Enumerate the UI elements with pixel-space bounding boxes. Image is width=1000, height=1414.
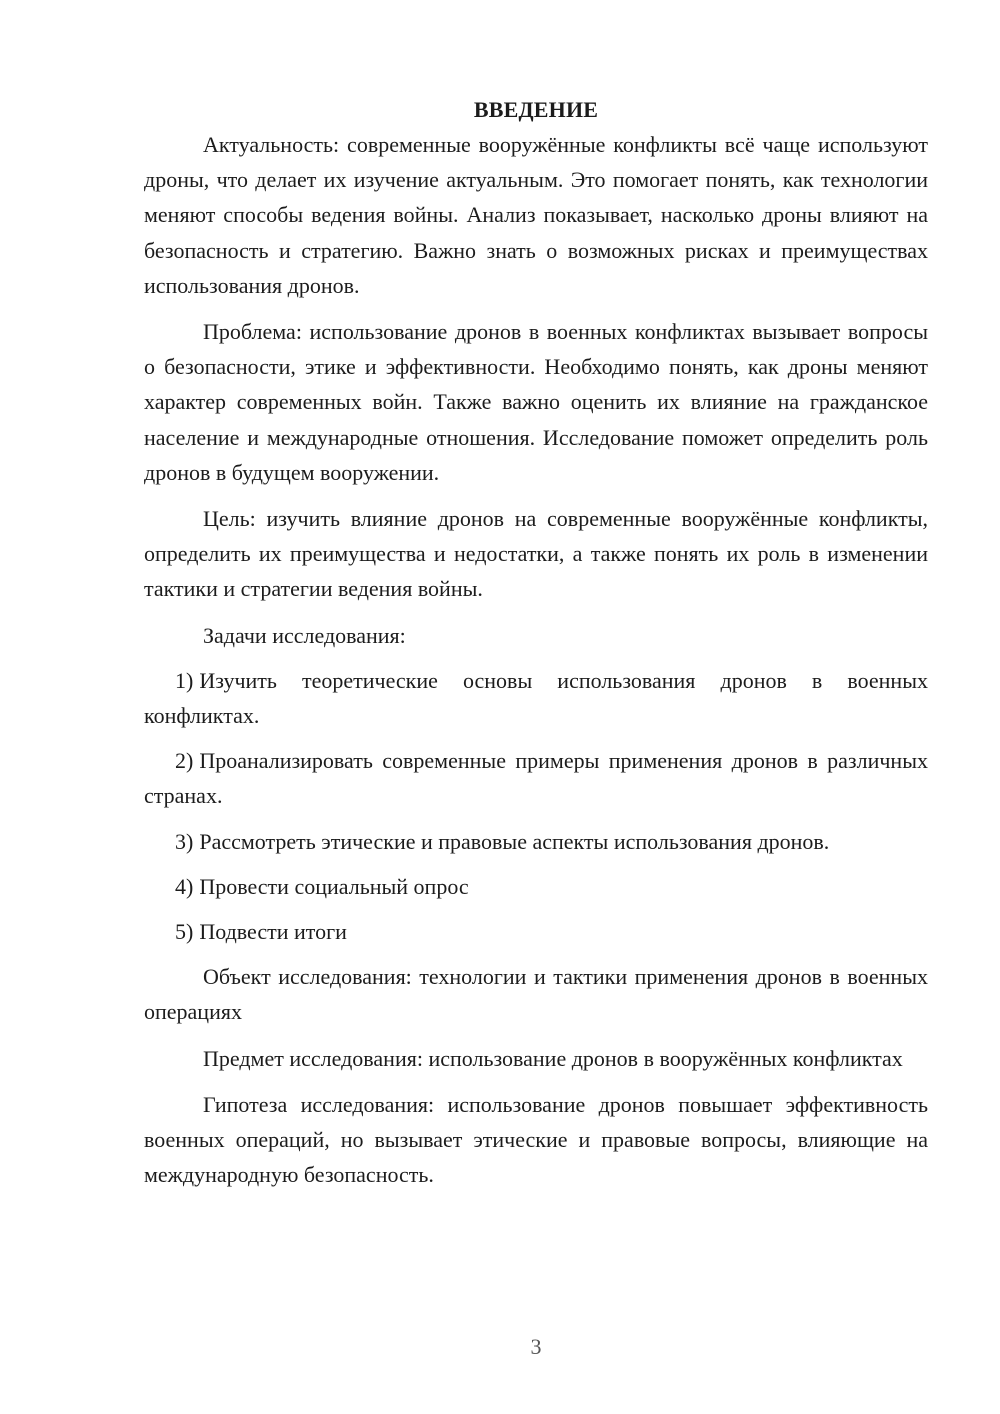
task-text: Подвести итоги xyxy=(199,919,347,945)
page-number: 3 xyxy=(530,1334,542,1359)
task-text: Изучить теоретические основы использования дронов в военных конфликтах. xyxy=(144,667,928,729)
object-paragraph: Объект исследования: технологии и тактики применения дронов в военных операциях xyxy=(144,964,928,1025)
problem-paragraph: Проблема: использование дронов в военных конфликтах вызывает вопросы о безопасности, этике и эффективности. Необходимо понять, как дроны меняют характер современных войн. Также важно оценить их влияние на гражданское население и международные отношения. Исследование поможет определить роль дронов в будущем вооружении. xyxy=(144,319,928,485)
task-number: 3) xyxy=(175,828,194,854)
task-text: Провести социальный опрос xyxy=(199,873,469,899)
task-number: 2) xyxy=(175,748,194,774)
subject-paragraph: Предмет исследования: использование дронов в вооружённых конфликтах xyxy=(203,1045,903,1071)
page-title: ВВЕДЕНИЕ xyxy=(473,97,599,122)
task-item-1 xyxy=(144,663,928,733)
page-content xyxy=(144,92,928,1192)
task-number: 4) xyxy=(175,873,194,899)
task-number: 5) xyxy=(175,919,194,945)
goal-paragraph: Цель: изучить влияние дронов на современные вооружённые конфликты, определить их преимущества и недостатки, а также понять их роль в изменении тактики и стратегии ведения войны. xyxy=(144,506,928,602)
task-item-4 xyxy=(144,869,928,904)
task-text: Рассмотреть этические и правовые аспекты использования дронов. xyxy=(199,828,830,854)
task-item-3 xyxy=(144,824,928,859)
task-item-5 xyxy=(144,914,928,949)
hypothesis-paragraph: Гипотеза исследования: использование дронов повышает эффективность военных операций, но вызывает этические и правовые вопросы, влияющие на международную безопасность. xyxy=(144,1091,928,1188)
task-item-2 xyxy=(144,743,928,813)
tasks-heading: Задачи исследования: xyxy=(203,622,406,648)
task-number: 1) xyxy=(175,667,194,693)
task-text: Проанализировать современные примеры применения дронов в различных странах. xyxy=(144,748,928,809)
relevance-paragraph: Актуальность: современные вооружённые конфликты всё чаще используют дроны, что делает их изучение актуальным. Это помогает понять, как технологии меняют способы ведения войны. Анализ показывает, насколько дроны влияют на безопасность и стратегию. Важно знать о возможных рисках и преимуществах использования дронов. xyxy=(144,132,928,298)
